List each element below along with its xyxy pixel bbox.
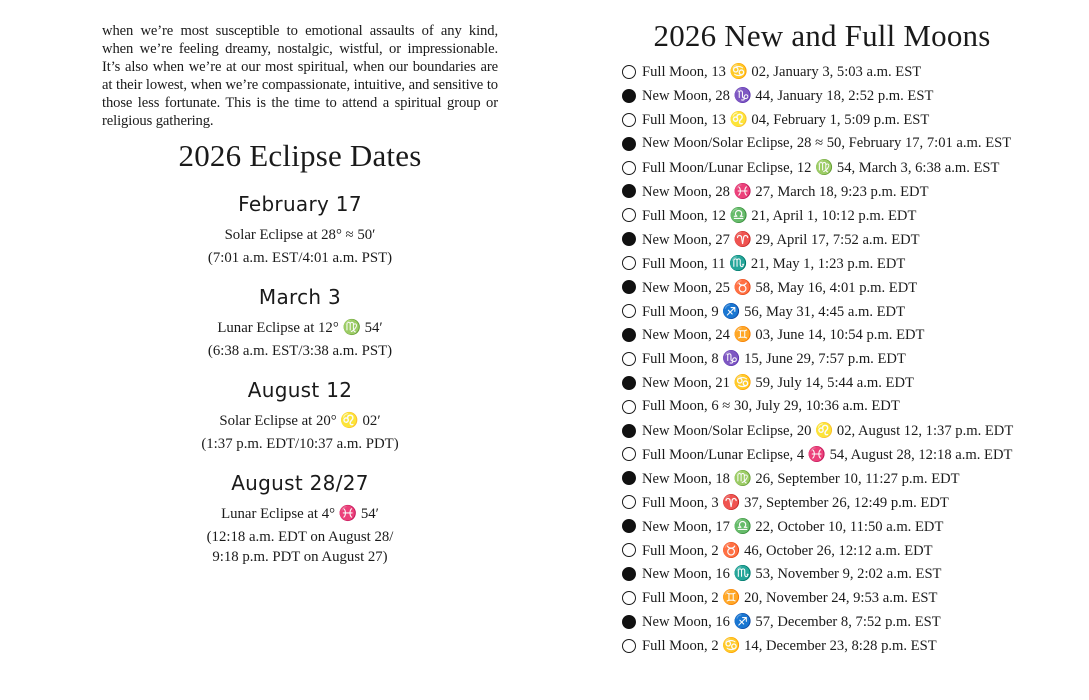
moon-text: Full Moon, 13 ♌ 04, February 1, 5:09 p.m. EST (642, 112, 930, 129)
full-moon-icon (622, 352, 636, 366)
new-moon-icon (622, 376, 636, 390)
eclipse-entry (100, 374, 500, 467)
full-moon-icon (622, 208, 636, 222)
full-moon-icon (622, 65, 636, 79)
moon-row (622, 227, 1042, 251)
eclipse-entry (100, 281, 500, 374)
intro-paragraph: when we’re most susceptible to emotional assaults of any kind, when we’re feeling dreamy, nostalgic, wistful, or impressionable. It’s also when we’re at our most spiritual, when our boundaries are at their lowest, when we’re compassionate, intuitive, and sensitive to those less fortunate. This is the time to attend a spiritual group or religious gathering. (102, 23, 498, 130)
moon-row (622, 490, 1042, 514)
moon-text: New Moon, 27 ♈ 29, April 17, 7:52 a.m. EDT (642, 231, 920, 248)
moon-row (622, 395, 1042, 419)
moon-row (622, 323, 1042, 347)
moon-row (622, 132, 1042, 156)
new-moon-icon (622, 471, 636, 485)
full-moon-icon (622, 591, 636, 605)
new-moon-icon (622, 280, 636, 294)
moon-row (622, 371, 1042, 395)
moon-row (622, 180, 1042, 204)
moon-text: Full Moon, 12 ♎ 21, April 1, 10:12 p.m. EDT (642, 207, 917, 224)
full-moon-icon (622, 495, 636, 509)
full-moon-icon (622, 161, 636, 175)
eclipse-date: February 17 (238, 192, 362, 216)
full-moon-icon (622, 447, 636, 461)
moon-text: New Moon, 25 ♉ 58, May 16, 4:01 p.m. EDT (642, 279, 918, 296)
moon-text: Full Moon, 9 ♐ 56, May 31, 4:45 a.m. EDT (642, 303, 906, 320)
new-moon-icon (622, 184, 636, 198)
new-moon-icon (622, 328, 636, 342)
eclipse-dates-heading: 2026 Eclipse Dates (178, 138, 422, 173)
full-moon-icon (622, 639, 636, 653)
eclipse-position: Lunar Eclipse at 4° ♓ 54′ (221, 506, 379, 522)
moon-text: New Moon, 16 ♏ 53, November 9, 2:02 a.m. EST (642, 566, 942, 583)
moon-row (622, 156, 1042, 180)
eclipse-position: Lunar Eclipse at 12° ♍ 54′ (217, 320, 383, 336)
eclipse-date: August 28/27 (231, 471, 369, 495)
eclipse-date: March 3 (258, 285, 342, 309)
eclipse-position: Solar Eclipse at 28° ≈ 50′ (224, 227, 376, 243)
moon-row (622, 419, 1042, 443)
full-moon-icon (622, 304, 636, 318)
moon-text: New Moon, 16 ♐ 57, December 8, 7:52 p.m. EST (642, 614, 941, 631)
moon-text: New Moon, 21 ♋ 59, July 14, 5:44 a.m. EDT (642, 375, 914, 392)
moon-text: New Moon/Solar Eclipse, 20 ♌ 02, August 12, 1:37 p.m. EDT (642, 423, 1014, 440)
eclipse-time: (12:18 a.m. EDT on August 28/ 9:18 p.m. PDT on August 27) (206, 528, 394, 565)
moon-text: Full Moon, 11 ♏ 21, May 1, 1:23 p.m. EDT (642, 255, 906, 272)
moon-row (622, 275, 1042, 299)
moon-text: Full Moon/Lunar Eclipse, 12 ♍ 54, March 3, 6:38 a.m. EST (642, 160, 1000, 177)
moon-row (622, 251, 1042, 275)
new-moon-icon (622, 232, 636, 246)
moon-row (622, 203, 1042, 227)
full-moon-icon (622, 256, 636, 270)
moon-list (622, 60, 1042, 658)
moon-text: New Moon, 24 ♊ 03, June 14, 10:54 p.m. EDT (642, 327, 925, 344)
moon-row (622, 84, 1042, 108)
full-moon-icon (622, 543, 636, 557)
moon-row (622, 60, 1042, 84)
moon-row (622, 586, 1042, 610)
moon-row (622, 466, 1042, 490)
moon-text: New Moon, 17 ♎ 22, October 10, 11:50 a.m. EDT (642, 518, 944, 535)
eclipse-entry (100, 188, 500, 281)
moon-row (622, 443, 1042, 467)
new-moon-icon (622, 615, 636, 629)
moon-text: New Moon, 18 ♍ 26, September 10, 11:27 p.m. EDT (642, 470, 960, 487)
moon-text: New Moon, 28 ♑ 44, January 18, 2:52 p.m. EST (642, 88, 934, 105)
moon-text: Full Moon, 2 ♋ 14, December 23, 8:28 p.m. EST (642, 638, 937, 655)
full-moon-icon (622, 400, 636, 414)
moon-text: Full Moon, 8 ♑ 15, June 29, 7:57 p.m. EDT (642, 351, 906, 368)
moon-text: Full Moon, 3 ♈ 37, September 26, 12:49 p.m. EDT (642, 494, 949, 511)
eclipse-time: (1:37 p.m. EDT/10:37 a.m. PDT) (201, 435, 399, 452)
moon-row (622, 108, 1042, 132)
moon-text: New Moon, 28 ♓ 27, March 18, 9:23 p.m. EDT (642, 183, 929, 200)
moon-row (622, 514, 1042, 538)
eclipse-time: (6:38 a.m. EST/3:38 a.m. PST) (207, 342, 393, 359)
full-moon-icon (622, 113, 636, 127)
moon-text: Full Moon/Lunar Eclipse, 4 ♓ 54, August 28, 12:18 a.m. EDT (642, 446, 1013, 463)
eclipse-position: Solar Eclipse at 20° ♌ 02′ (219, 413, 381, 429)
new-moon-icon (622, 424, 636, 438)
moon-text: Full Moon, 13 ♋ 02, January 3, 5:03 a.m. EST (642, 64, 922, 81)
moon-text: Full Moon, 6 ≈ 30, July 29, 10:36 a.m. EDT (642, 398, 900, 415)
eclipse-list (100, 188, 500, 567)
new-moon-icon (622, 567, 636, 581)
moons-heading: 2026 New and Full Moons (653, 18, 991, 53)
moon-row (622, 634, 1042, 658)
eclipse-entry (100, 467, 500, 567)
moon-row (622, 347, 1042, 371)
moon-row (622, 610, 1042, 634)
moon-text: Full Moon, 2 ♉ 46, October 26, 12:12 a.m. EDT (642, 542, 933, 559)
new-moon-icon (622, 519, 636, 533)
moon-text: Full Moon, 2 ♊ 20, November 24, 9:53 a.m. EST (642, 590, 938, 607)
moon-row (622, 299, 1042, 323)
moon-row (622, 538, 1042, 562)
moon-row (622, 562, 1042, 586)
eclipse-date: August 12 (247, 378, 353, 402)
new-moon-icon (622, 137, 636, 151)
moon-text: New Moon/Solar Eclipse, 28 ≈ 50, February 17, 7:01 a.m. EST (642, 135, 1012, 152)
eclipse-time: (7:01 a.m. EST/4:01 a.m. PST) (207, 249, 393, 266)
new-moon-icon (622, 89, 636, 103)
